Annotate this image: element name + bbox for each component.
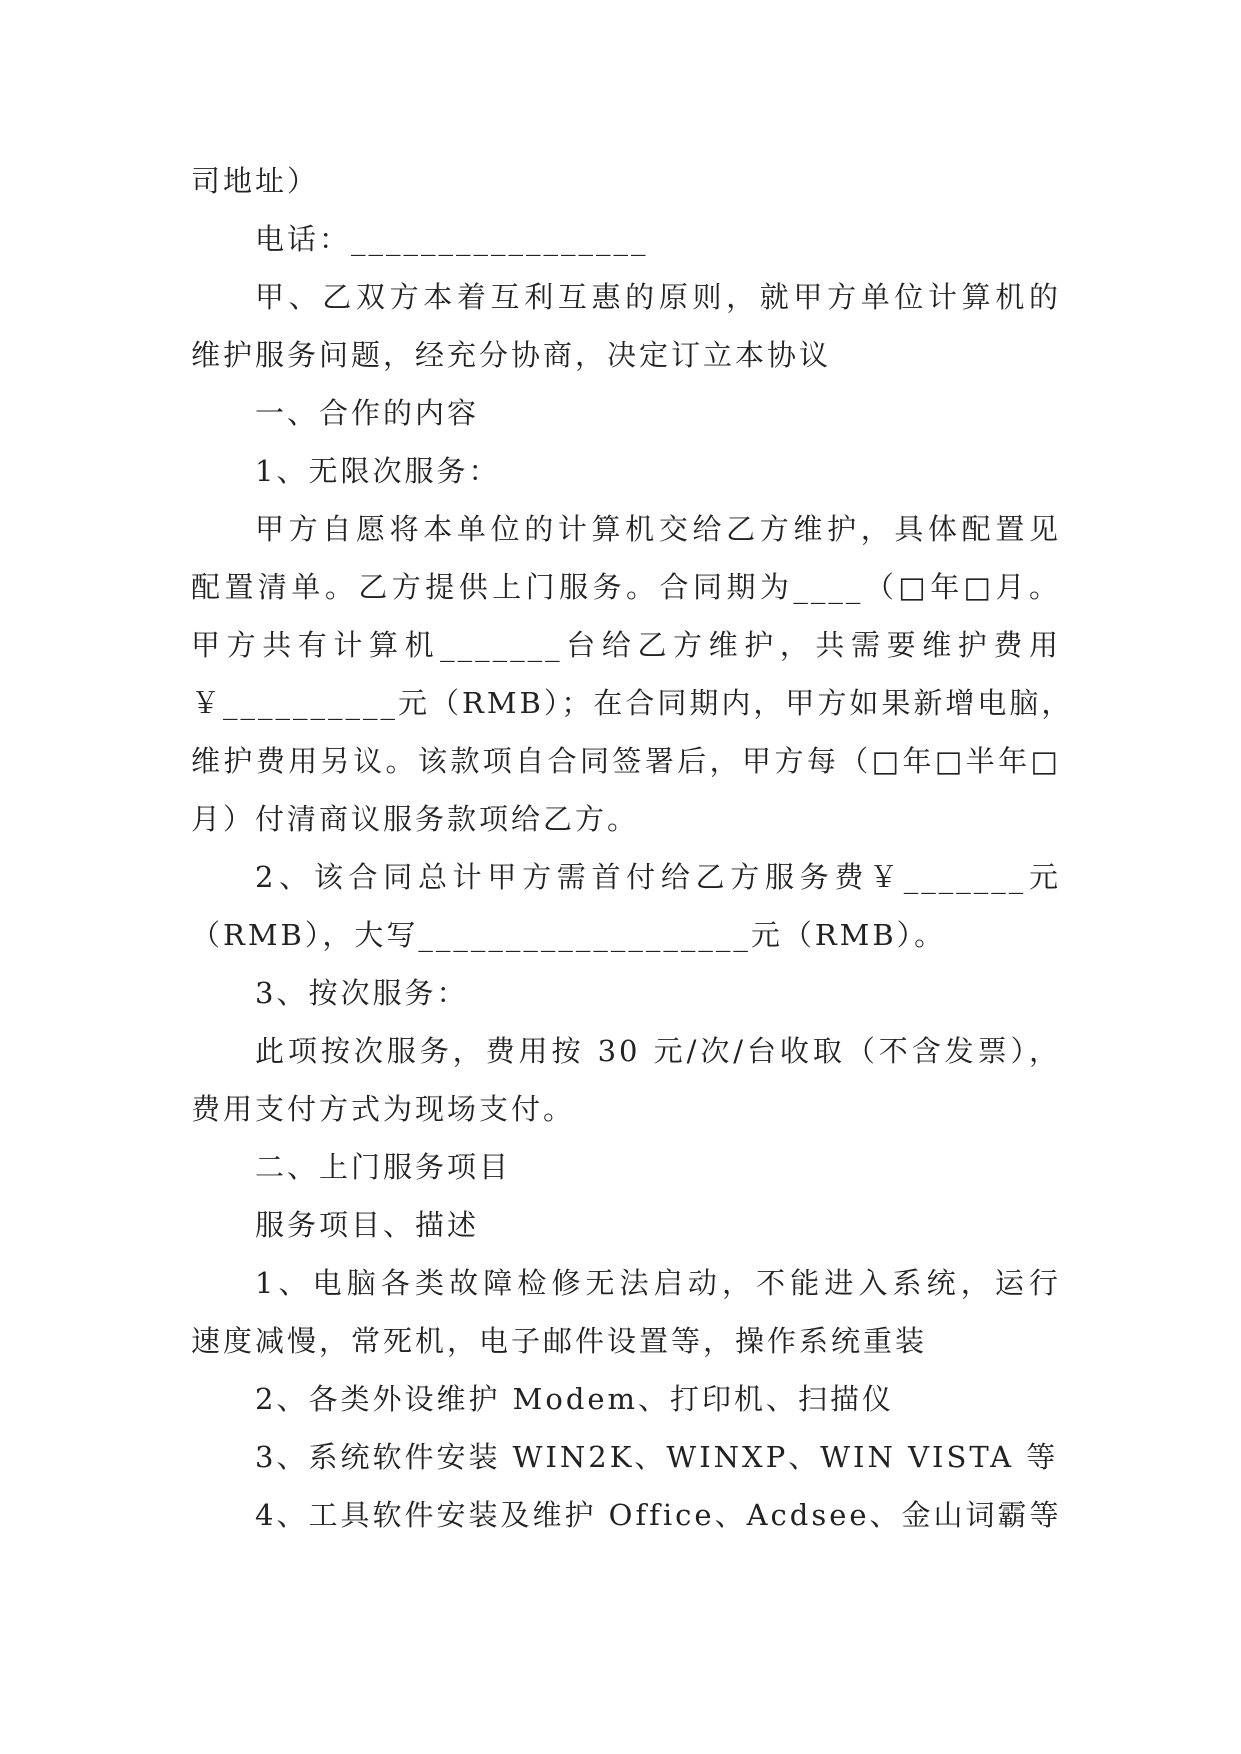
text-line: 甲、乙双方本着互利互惠的原则，就甲方单位计算机的 [255, 280, 1061, 314]
text-line: 维护费用另议。该款项自合同签署后，甲方每（□年□半年□ [191, 744, 1061, 778]
text-line: ￥__________元（RMB）；在合同期内，甲方如果新增电脑， [191, 686, 1074, 720]
text-line: 费用支付方式为现场支付。 [191, 1092, 576, 1126]
text-line: 服务项目、描述 [255, 1208, 480, 1242]
list-item: 1、电脑各类故障检修无法启动，不能进入系统，运行 [255, 1266, 1061, 1300]
text-line: 此项按次服务，费用按 30 元/次/台收取（不含发票）， [255, 1034, 1061, 1068]
list-item: 2、各类外设维护 Modem、打印机、扫描仪 [255, 1382, 895, 1416]
text-line: 电话：_________________ [255, 222, 649, 256]
text-line: 甲方自愿将本单位的计算机交给乙方维护，具体配置见 [255, 512, 1061, 546]
text-line: （RMB），大写___________________元（RMB）。 [191, 918, 947, 952]
text-line: 配置清单。乙方提供上门服务。合同期为____（□年□月。 [191, 570, 1061, 604]
document-body [191, 152, 1074, 1544]
subsection-heading: 3、按次服务： [255, 976, 469, 1010]
text-line: 速度减慢，常死机，电子邮件设置等，操作系统重装 [191, 1324, 928, 1358]
list-item: 3、系统软件安装 WIN2K、WINXP、WIN VISTA 等 [255, 1440, 1059, 1474]
text-line: 2、该合同总计甲方需首付给乙方服务费￥_______元 [255, 860, 1061, 894]
section-heading: 二、上门服务项目 [255, 1150, 512, 1184]
text-line: 司地址） [191, 164, 320, 198]
text-line: 甲方共有计算机_______台给乙方维护，共需要维护费用 [191, 628, 1061, 662]
section-heading: 一、合作的内容 [255, 396, 480, 430]
text-line: 维护服务问题，经充分协商，决定订立本协议 [191, 338, 832, 372]
text-line: 月）付清商议服务款项给乙方。 [191, 802, 640, 836]
list-item: 4、工具软件安装及维护 Office、Acdsee、金山词霸等 [255, 1498, 1062, 1532]
subsection-heading: 1、无限次服务： [255, 454, 501, 488]
